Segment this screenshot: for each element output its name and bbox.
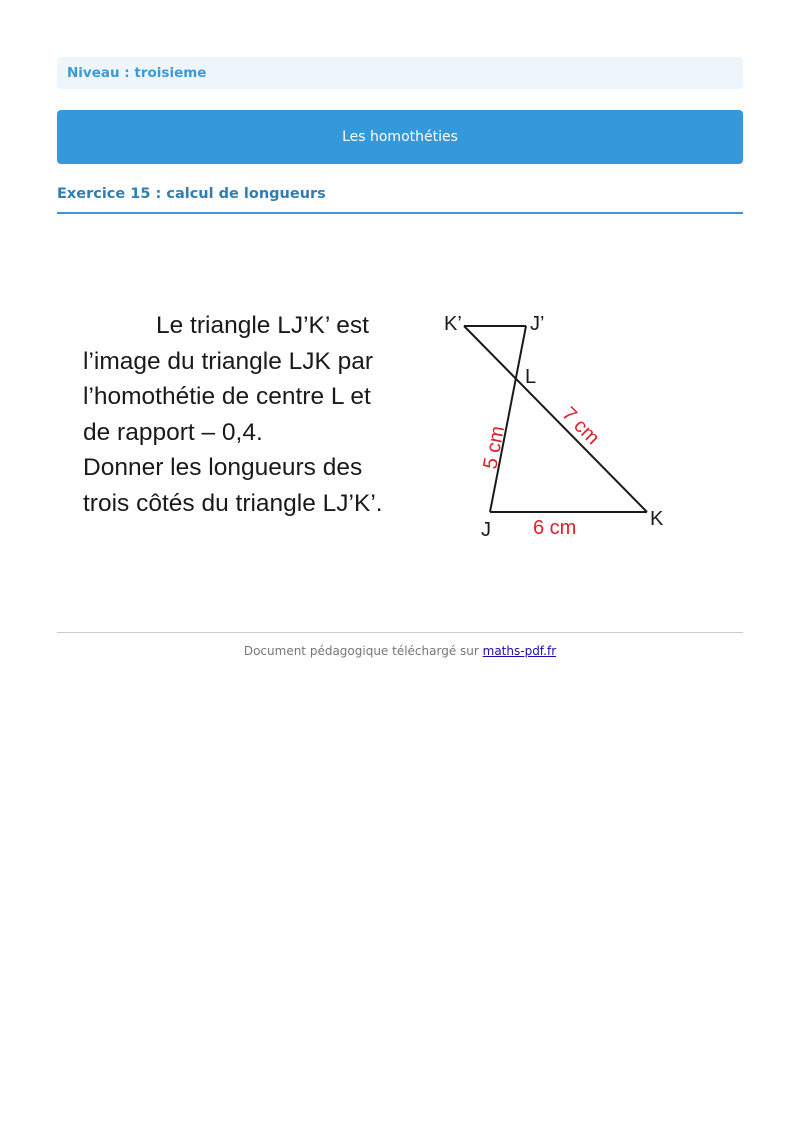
point-label-k-prime: K’: [444, 313, 462, 335]
length-label-jk: 6 cm: [533, 517, 577, 539]
exercise-title-text: Exercice 15 : calcul de longueurs: [57, 186, 326, 202]
exercise-figure: [70, 290, 710, 550]
statement-line-4: de rapport – 0,4.: [83, 418, 263, 446]
length-label-lj: 5 cm: [479, 424, 510, 471]
point-label-l: L: [525, 366, 537, 388]
point-label-j: J: [481, 519, 491, 541]
statement-line-2: l’image du triangle LJK par: [83, 347, 374, 375]
homothety-diagram: [70, 290, 710, 550]
footer-divider: [57, 632, 743, 633]
lesson-title: Les homothéties: [342, 129, 458, 145]
length-label-lk: 7 cm: [557, 402, 604, 450]
statement-line-1: Le triangle LJ’K’ est: [156, 312, 369, 339]
statement-line-5: Donner les longueurs des: [83, 454, 363, 481]
point-label-k: K: [650, 508, 664, 530]
lesson-title-banner: [57, 110, 743, 164]
footer-link[interactable]: maths-pdf.fr: [482, 644, 557, 658]
footer: [57, 644, 743, 658]
exercise-title: [57, 186, 743, 214]
level-label: Niveau : troisieme: [67, 65, 207, 81]
segment-k-prime-k: [464, 326, 647, 512]
level-banner: [57, 57, 743, 89]
statement-line-3: l’homothétie de centre L et: [83, 383, 371, 410]
segment-j-prime-j: [490, 326, 526, 512]
footer-text: Document pédagogique téléchargé sur: [243, 644, 483, 658]
statement-line-6: trois côtés du triangle LJ’K’.: [83, 489, 383, 517]
point-label-j-prime: J’: [530, 313, 545, 335]
